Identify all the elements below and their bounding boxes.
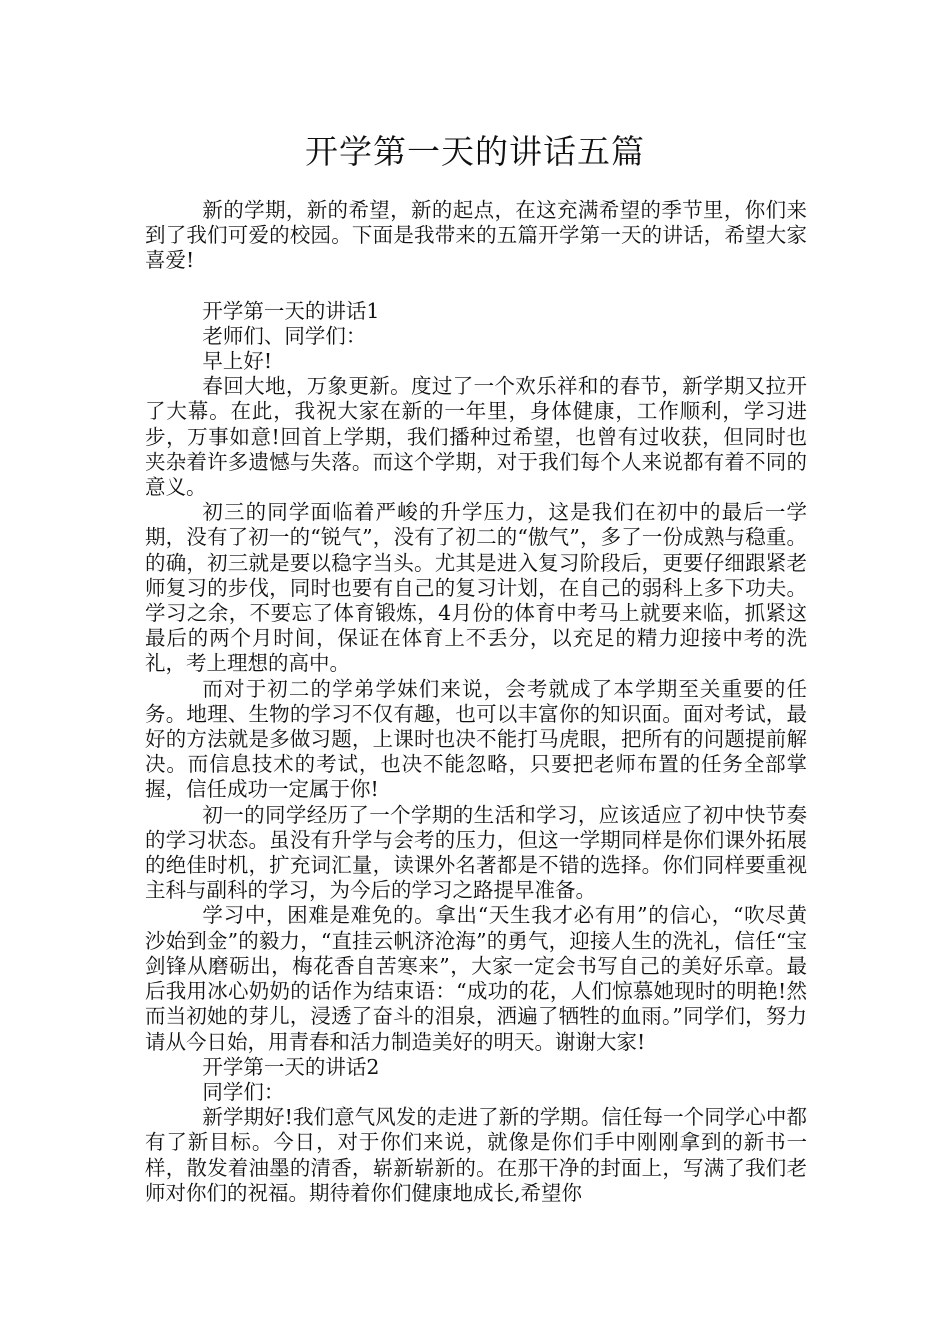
salutation: 同学们：: [202, 1079, 285, 1104]
body-paragraph: 初三的同学面临着严峻的升学压力，这是我们在初中的最后一学期，没有了初一的“锐气”，没有了初二的“傲气”，多了一份成熟与稳重。的确，初三就是要以稳字当头。尤其是进入复习阶段后，更要仔细跟紧老师复习的步伐，同时也要有自己的复习计划，在自己的弱科上多下功夫。学习之余，不要忘了体育锻炼，4月份的体育中考马上就要来临，抓紧这最后的两个月时间，保证在体育上不丢分，以充足的精力迎接中考的洗礼，考上理想的高中。: [145, 500, 807, 676]
salutation: 老师们、同学们：: [202, 323, 367, 348]
body-paragraph: 春回大地，万象更新。度过了一个欢乐祥和的春节，新学期又拉开了大幕。在此，我祝大家在新的一年里，身体健康，工作顺利，学习进步，万事如意!回首上学期，我们播种过希望，也曾有过收获，但同时也夹杂着许多遗憾与失落。而这个学期，对于我们每个人来说都有着不同的意义。: [145, 374, 807, 500]
document-body: [145, 198, 807, 1206]
document-title: 开学第一天的讲话五篇: [305, 132, 645, 171]
intro-paragraph: 新的学期，新的希望，新的起点，在这充满希望的季节里，你们来到了我们可爱的校园。下面是我带来的五篇开学第一天的讲话，希望大家喜爱!: [145, 198, 807, 273]
body-paragraph: 初一的同学经历了一个学期的生活和学习，应该适应了初中快节奏的学习状态。虽没有升学与会考的压力，但这一学期同样是你们课外拓展的绝佳时机，扩充词汇量，读课外名著都是不错的选择。你们同样要重视主科与副科的学习，为今后的学习之路提早准备。: [145, 802, 807, 903]
body-paragraph: 而对于初二的学弟学妹们来说，会考就成了本学期至关重要的任务。地理、生物的学习不仅有趣，也可以丰富你的知识面。面对考试，最好的方法就是多做习题，上课时也决不能打马虎眼，把所有的问题提前解决。而信息技术的考试，也决不能忽略，只要把老师布置的任务全部掌握，信任成功一定属于你!: [145, 676, 807, 802]
body-paragraph: 学习中，困难是难免的。拿出“天生我才必有用”的信心，“吹尽黄沙始到金”的毅力，“直挂云帆济沧海”的勇气，迎接人生的洗礼，信任“宝剑锋从磨砺出，梅花香自苦寒来”，大家一定会书写自己的美好乐章。最后我用冰心奶奶的话作为结束语：“成功的花，人们惊慕她现时的明艳!然而当初她的芽儿，浸透了奋斗的泪泉，洒遍了牺牲的血雨。”同学们，努力请从今日始，用青春和活力制造美好的明天。谢谢大家!: [145, 903, 807, 1054]
section-heading-1: 开学第一天的讲话1: [202, 298, 380, 323]
section-heading-2: 开学第一天的讲话2: [202, 1054, 380, 1079]
body-paragraph: 新学期好!我们意气风发的走进了新的学期。信任每一个同学心中都有了新目标。今日，对于你们来说，就像是你们手中刚刚拿到的新书一样，散发着油墨的清香，崭新崭新的。在那干净的封面上，写满了我们老师对你们的祝福。期待着你们健康地成长,希望你: [145, 1105, 807, 1205]
greeting: 早上好!: [202, 349, 273, 374]
